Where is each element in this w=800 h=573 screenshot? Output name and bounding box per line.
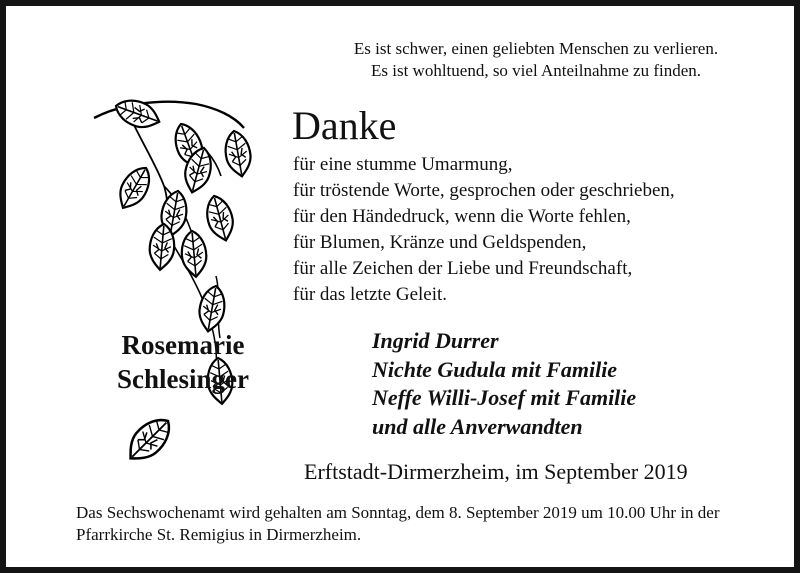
place-date: Erftstadt-Dirmerzheim, im September 2019	[304, 459, 688, 484]
quote	[306, 38, 766, 82]
mourner: Ingrid Durrer	[372, 328, 499, 353]
thanks-line: für alle Zeichen der Liebe und Freundschaft,	[293, 258, 633, 279]
mourner: Nichte Gudula mit Familie	[372, 356, 618, 382]
mourner: und alle Anverwandten	[372, 413, 583, 439]
birch-branch-icon	[66, 76, 266, 476]
mass-notice: Das Sechswochenamt wird gehalten am Sonntag, dem 8. September 2019 um 10.00 Uhr in der Pfarrkirche St. Remigius in Dirmerzheim.	[76, 503, 720, 544]
deceased-first-name: Rosemarie	[121, 330, 245, 360]
thanks-line: für eine stumme Umarmung,	[293, 154, 513, 175]
deceased-last-name: Schlesinger	[117, 364, 249, 394]
thanks-line: für Blumen, Kränze und Geldspenden,	[293, 232, 587, 253]
thanks-line: für tröstende Worte, gesprochen oder geschrieben,	[293, 180, 675, 201]
quote-line-1: Es ist schwer, einen geliebten Menschen zu verlieren.	[353, 39, 719, 58]
thanks-line: für den Händedruck, wenn die Worte fehlen,	[293, 206, 631, 227]
thanks-line: für das letzte Geleit.	[293, 284, 448, 305]
thanks-heading: Danke	[292, 103, 397, 148]
quote-line-2: Es ist wohltuend, so viel Anteilnahme zu finden.	[370, 61, 702, 80]
mourners-list	[372, 327, 636, 441]
mourner: Neffe Willi-Josef mit Familie	[372, 385, 637, 410]
deceased-name	[78, 328, 288, 396]
thanks-lines	[293, 152, 675, 308]
